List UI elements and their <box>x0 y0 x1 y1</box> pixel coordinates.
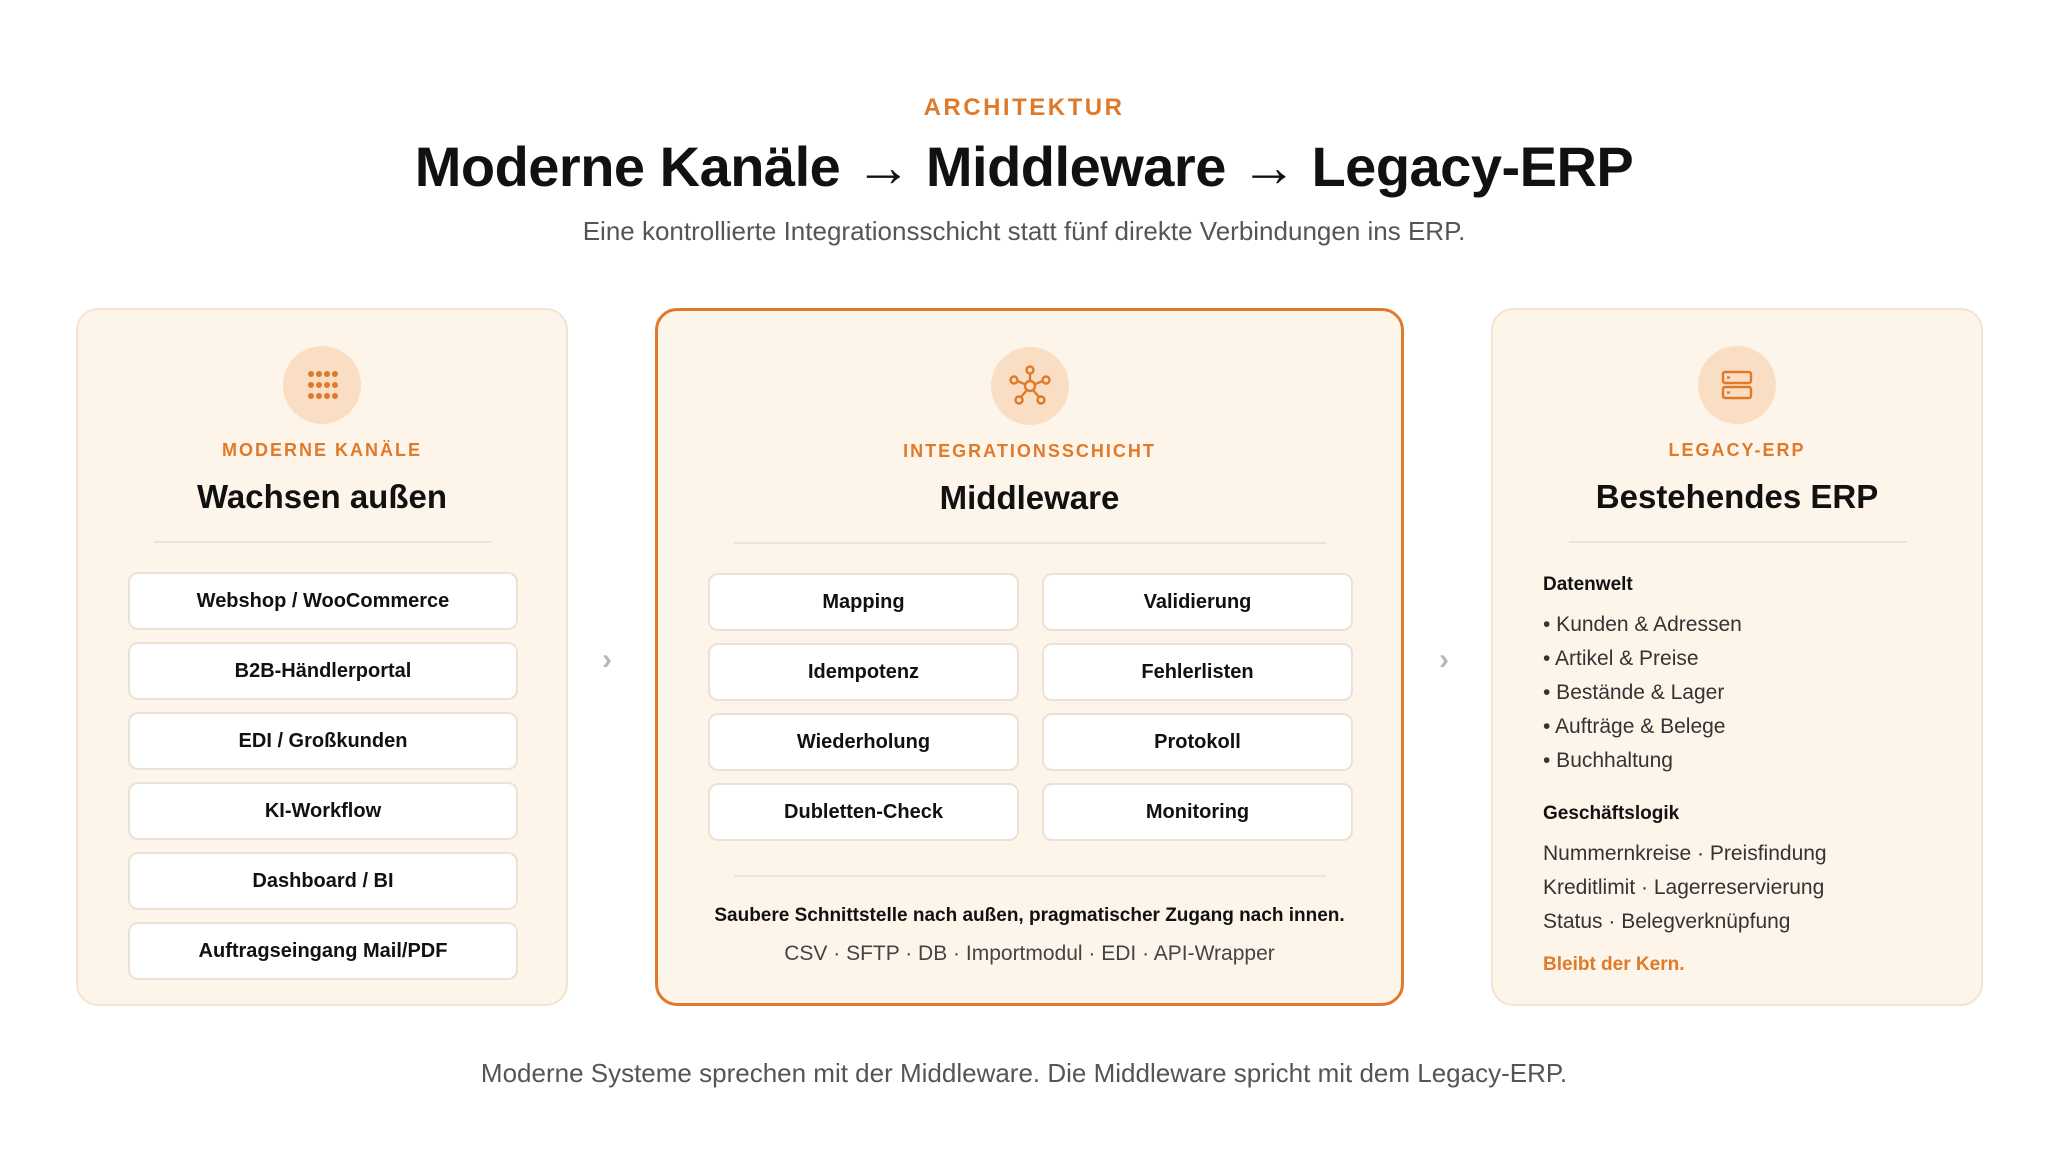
middleware-feature-grid <box>708 573 1353 841</box>
list-item: Nummernkreise · Preisfindung <box>1543 842 1827 865</box>
divider <box>734 542 1326 544</box>
legacy-erp-panel <box>1491 308 1983 1006</box>
page-subtitle: Eine kontrollierte Integrationsschicht statt fünf direkte Verbindungen ins ERP. <box>582 216 1466 246</box>
list-item: • Aufträge & Belege <box>1543 715 1726 738</box>
panel-eyebrow: LEGACY-ERP <box>1668 440 1806 460</box>
feature-chip: Idempotenz <box>708 643 1019 701</box>
grid-dots-icon <box>283 346 361 424</box>
modern-channels-panel <box>76 308 568 1006</box>
divider <box>734 875 1326 877</box>
flow-arrow-right: › <box>602 643 612 676</box>
page-title: Moderne Kanäle → Middleware → Legacy-ERP <box>414 135 1634 198</box>
channel-chip: EDI / Großkunden <box>128 712 518 770</box>
feature-chip: Protokoll <box>1042 713 1353 771</box>
section-heading: Geschäftslogik <box>1543 803 1680 824</box>
protocol-list: CSV · SFTP · DB · Importmodul · EDI · API-Wrapper <box>784 942 1275 965</box>
channel-chip: Webshop / WooCommerce <box>128 572 518 630</box>
geschaeftslogik-section <box>1543 803 1943 939</box>
flow-arrow-right: › <box>1439 643 1449 676</box>
core-note: Bleibt der Kern. <box>1543 954 1685 975</box>
section-eyebrow: ARCHITEKTUR <box>923 94 1125 121</box>
list-item: • Buchhaltung <box>1543 749 1673 772</box>
geschaeftslogik-list <box>1543 837 1943 939</box>
feature-chip: Wiederholung <box>708 713 1019 771</box>
middleware-note: Saubere Schnittstelle nach außen, pragmatischer Zugang nach innen. <box>714 905 1345 926</box>
footer-caption: Moderne Systeme sprechen mit der Middleware. Die Middleware spricht mit dem Legacy-ERP. <box>480 1058 1568 1088</box>
channel-chip: Auftragseingang Mail/PDF <box>128 922 518 980</box>
panel-eyebrow: INTEGRATIONSSCHICHT <box>903 441 1156 461</box>
channel-list <box>128 572 518 992</box>
datenwelt-section <box>1543 574 1943 778</box>
server-icon <box>1698 346 1776 424</box>
list-item: Status · Belegverknüpfung <box>1543 910 1791 933</box>
network-hub-icon <box>991 347 1069 425</box>
divider <box>1569 541 1907 543</box>
feature-chip: Fehlerlisten <box>1042 643 1353 701</box>
panel-title: Wachsen außen <box>197 478 447 515</box>
feature-chip: Validierung <box>1042 573 1353 631</box>
list-item: • Artikel & Preise <box>1543 647 1699 670</box>
channel-chip: B2B-Händlerportal <box>128 642 518 700</box>
list-item: Kreditlimit · Lagerreservierung <box>1543 876 1825 899</box>
panel-title: Middleware <box>939 479 1120 516</box>
divider <box>154 541 492 543</box>
feature-chip: Monitoring <box>1042 783 1353 841</box>
list-item: • Bestände & Lager <box>1543 681 1725 704</box>
panel-title: Bestehendes ERP <box>1595 478 1879 515</box>
channel-chip: KI-Workflow <box>128 782 518 840</box>
section-heading: Datenwelt <box>1543 574 1633 595</box>
datenwelt-list <box>1543 608 1943 778</box>
list-item: • Kunden & Adressen <box>1543 613 1742 636</box>
feature-chip: Dubletten-Check <box>708 783 1019 841</box>
panel-eyebrow: MODERNE KANÄLE <box>221 440 422 460</box>
channel-chip: Dashboard / BI <box>128 852 518 910</box>
feature-chip: Mapping <box>708 573 1019 631</box>
middleware-panel <box>655 308 1404 1006</box>
